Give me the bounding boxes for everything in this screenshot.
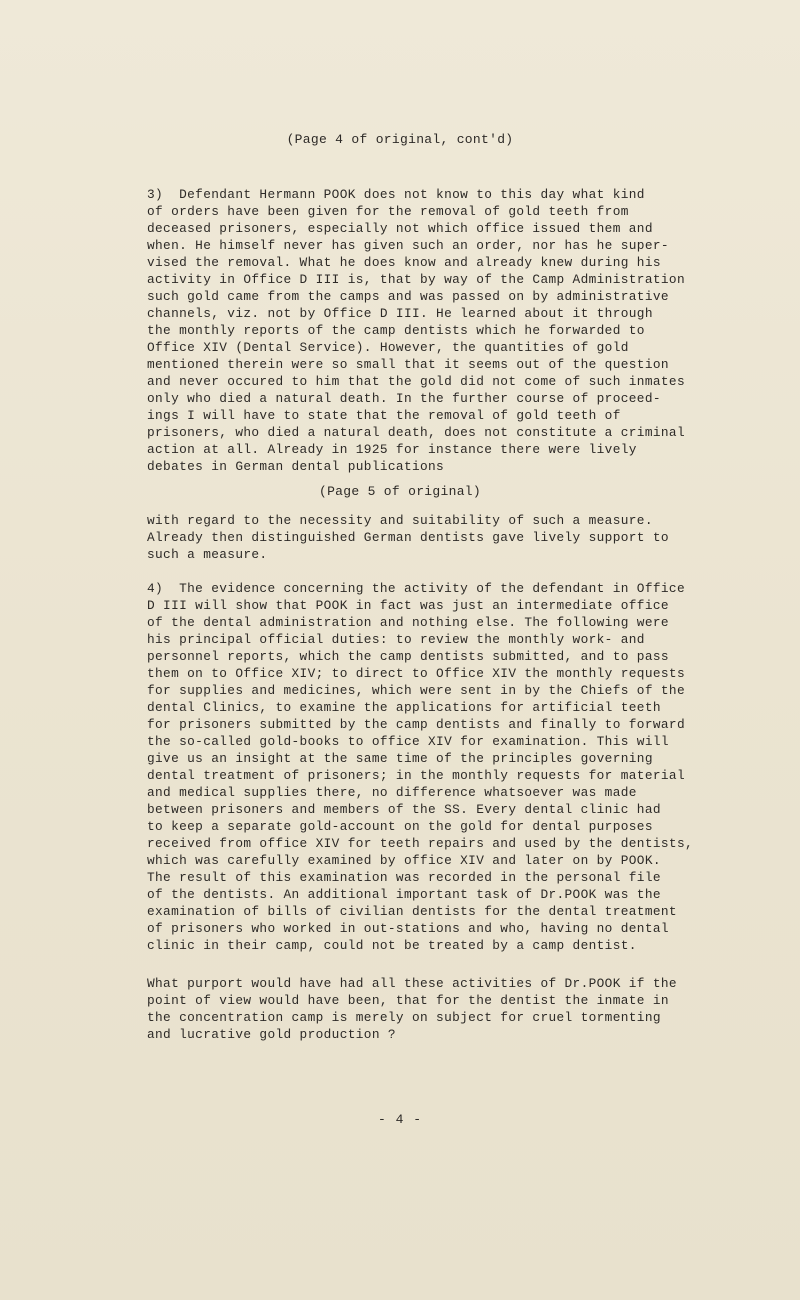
- text-line: debates in German dental publications: [147, 459, 445, 474]
- text-line: received from office XIV for teeth repairs and used by the dentists,: [147, 836, 693, 851]
- text-line: and medical supplies there, no difference whatsoever was made: [147, 785, 637, 800]
- text-line: of orders have been given for the removal of gold teeth from: [147, 204, 629, 219]
- text-line: such gold came from the camps and was passed on by administrative: [147, 289, 669, 304]
- text-line: prisoners, who died a natural death, does not constitute a criminal: [147, 425, 685, 440]
- text-line: deceased prisoners, especially not which office issued them and: [147, 221, 653, 236]
- text-line: 3) Defendant Hermann POOK does not know to this day what kind: [147, 187, 645, 202]
- text-line: for prisoners submitted by the camp dentists and finally to forward: [147, 717, 685, 732]
- text-line: vised the removal. What he does know and already knew during his: [147, 255, 661, 270]
- text-line: between prisoners and members of the SS. Every dental clinic had: [147, 802, 661, 817]
- text-line: with regard to the necessity and suitability of such a measure.: [147, 513, 653, 528]
- text-line: and never occured to him that the gold did not come of such inmates: [147, 374, 685, 389]
- text-line: of prisoners who worked in out-stations and who, having no dental: [147, 921, 669, 936]
- text-line: action at all. Already in 1925 for instance there were lively: [147, 442, 637, 457]
- text-line: channels, viz. not by Office D III. He learned about it through: [147, 306, 653, 321]
- text-line: activity in Office D III is, that by way of the Camp Administration: [147, 272, 685, 287]
- text-line: the so-called gold-books to office XIV for examination. This will: [147, 734, 669, 749]
- text-line: dental treatment of prisoners; in the monthly requests for material: [147, 768, 685, 783]
- text-line: of the dentists. An additional important task of Dr.POOK was the: [147, 887, 661, 902]
- text-line: Office XIV (Dental Service). However, the quantities of gold: [147, 340, 629, 355]
- text-line: such a measure.: [147, 547, 268, 562]
- page-header: (Page 4 of original, cont'd): [286, 132, 514, 147]
- text-line: point of view would have been, that for the dentist the inmate in: [147, 993, 669, 1008]
- text-line: The result of this examination was recorded in the personal file: [147, 870, 661, 885]
- text-line: examination of bills of civilian dentists for the dental treatment: [147, 904, 677, 919]
- text-line: of the dental administration and nothing else. The following were: [147, 615, 669, 630]
- text-line: What purport would have had all these activities of Dr.POOK if the: [147, 976, 677, 991]
- text-line: clinic in their camp, could not be treated by a camp dentist.: [147, 938, 637, 953]
- text-line: to keep a separate gold-account on the gold for dental purposes: [147, 819, 653, 834]
- page-number: - 4 -: [377, 1112, 422, 1127]
- text-line: personnel reports, which the camp dentists submitted, and to pass: [147, 649, 669, 664]
- text-line: the concentration camp is merely on subject for cruel tormenting: [147, 1010, 661, 1025]
- text-line: which was carefully examined by office XIV and later on by POOK.: [147, 853, 661, 868]
- text-line: them on to Office XIV; to direct to Office XIV the monthly requests: [147, 666, 685, 681]
- text-line: 4) The evidence concerning the activity of the defendant in Office: [147, 581, 685, 596]
- text-line: ings I will have to state that the removal of gold teeth of: [147, 408, 621, 423]
- text-line: dental Clinics, to examine the applications for artificial teeth: [147, 700, 661, 715]
- text-line: when. He himself never has given such an order, nor has he super-: [147, 238, 669, 253]
- text-line: give us an insight at the same time of the principles governing: [147, 751, 653, 766]
- text-line: the monthly reports of the camp dentists which he forwarded to: [147, 323, 645, 338]
- text-line: his principal official duties: to review the monthly work- and: [147, 632, 645, 647]
- text-line: for supplies and medicines, which were sent in by the Chiefs of the: [147, 683, 685, 698]
- text-line: and lucrative gold production ?: [147, 1027, 396, 1042]
- text-line: only who died a natural death. In the further course of proceed-: [147, 391, 661, 406]
- text-line: D III will show that POOK in fact was just an intermediate office: [147, 598, 669, 613]
- text-line: mentioned therein were so small that it seems out of the question: [147, 357, 669, 372]
- page-subheader: (Page 5 of original): [318, 484, 482, 499]
- text-line: Already then distinguished German dentists gave lively support to: [147, 530, 669, 545]
